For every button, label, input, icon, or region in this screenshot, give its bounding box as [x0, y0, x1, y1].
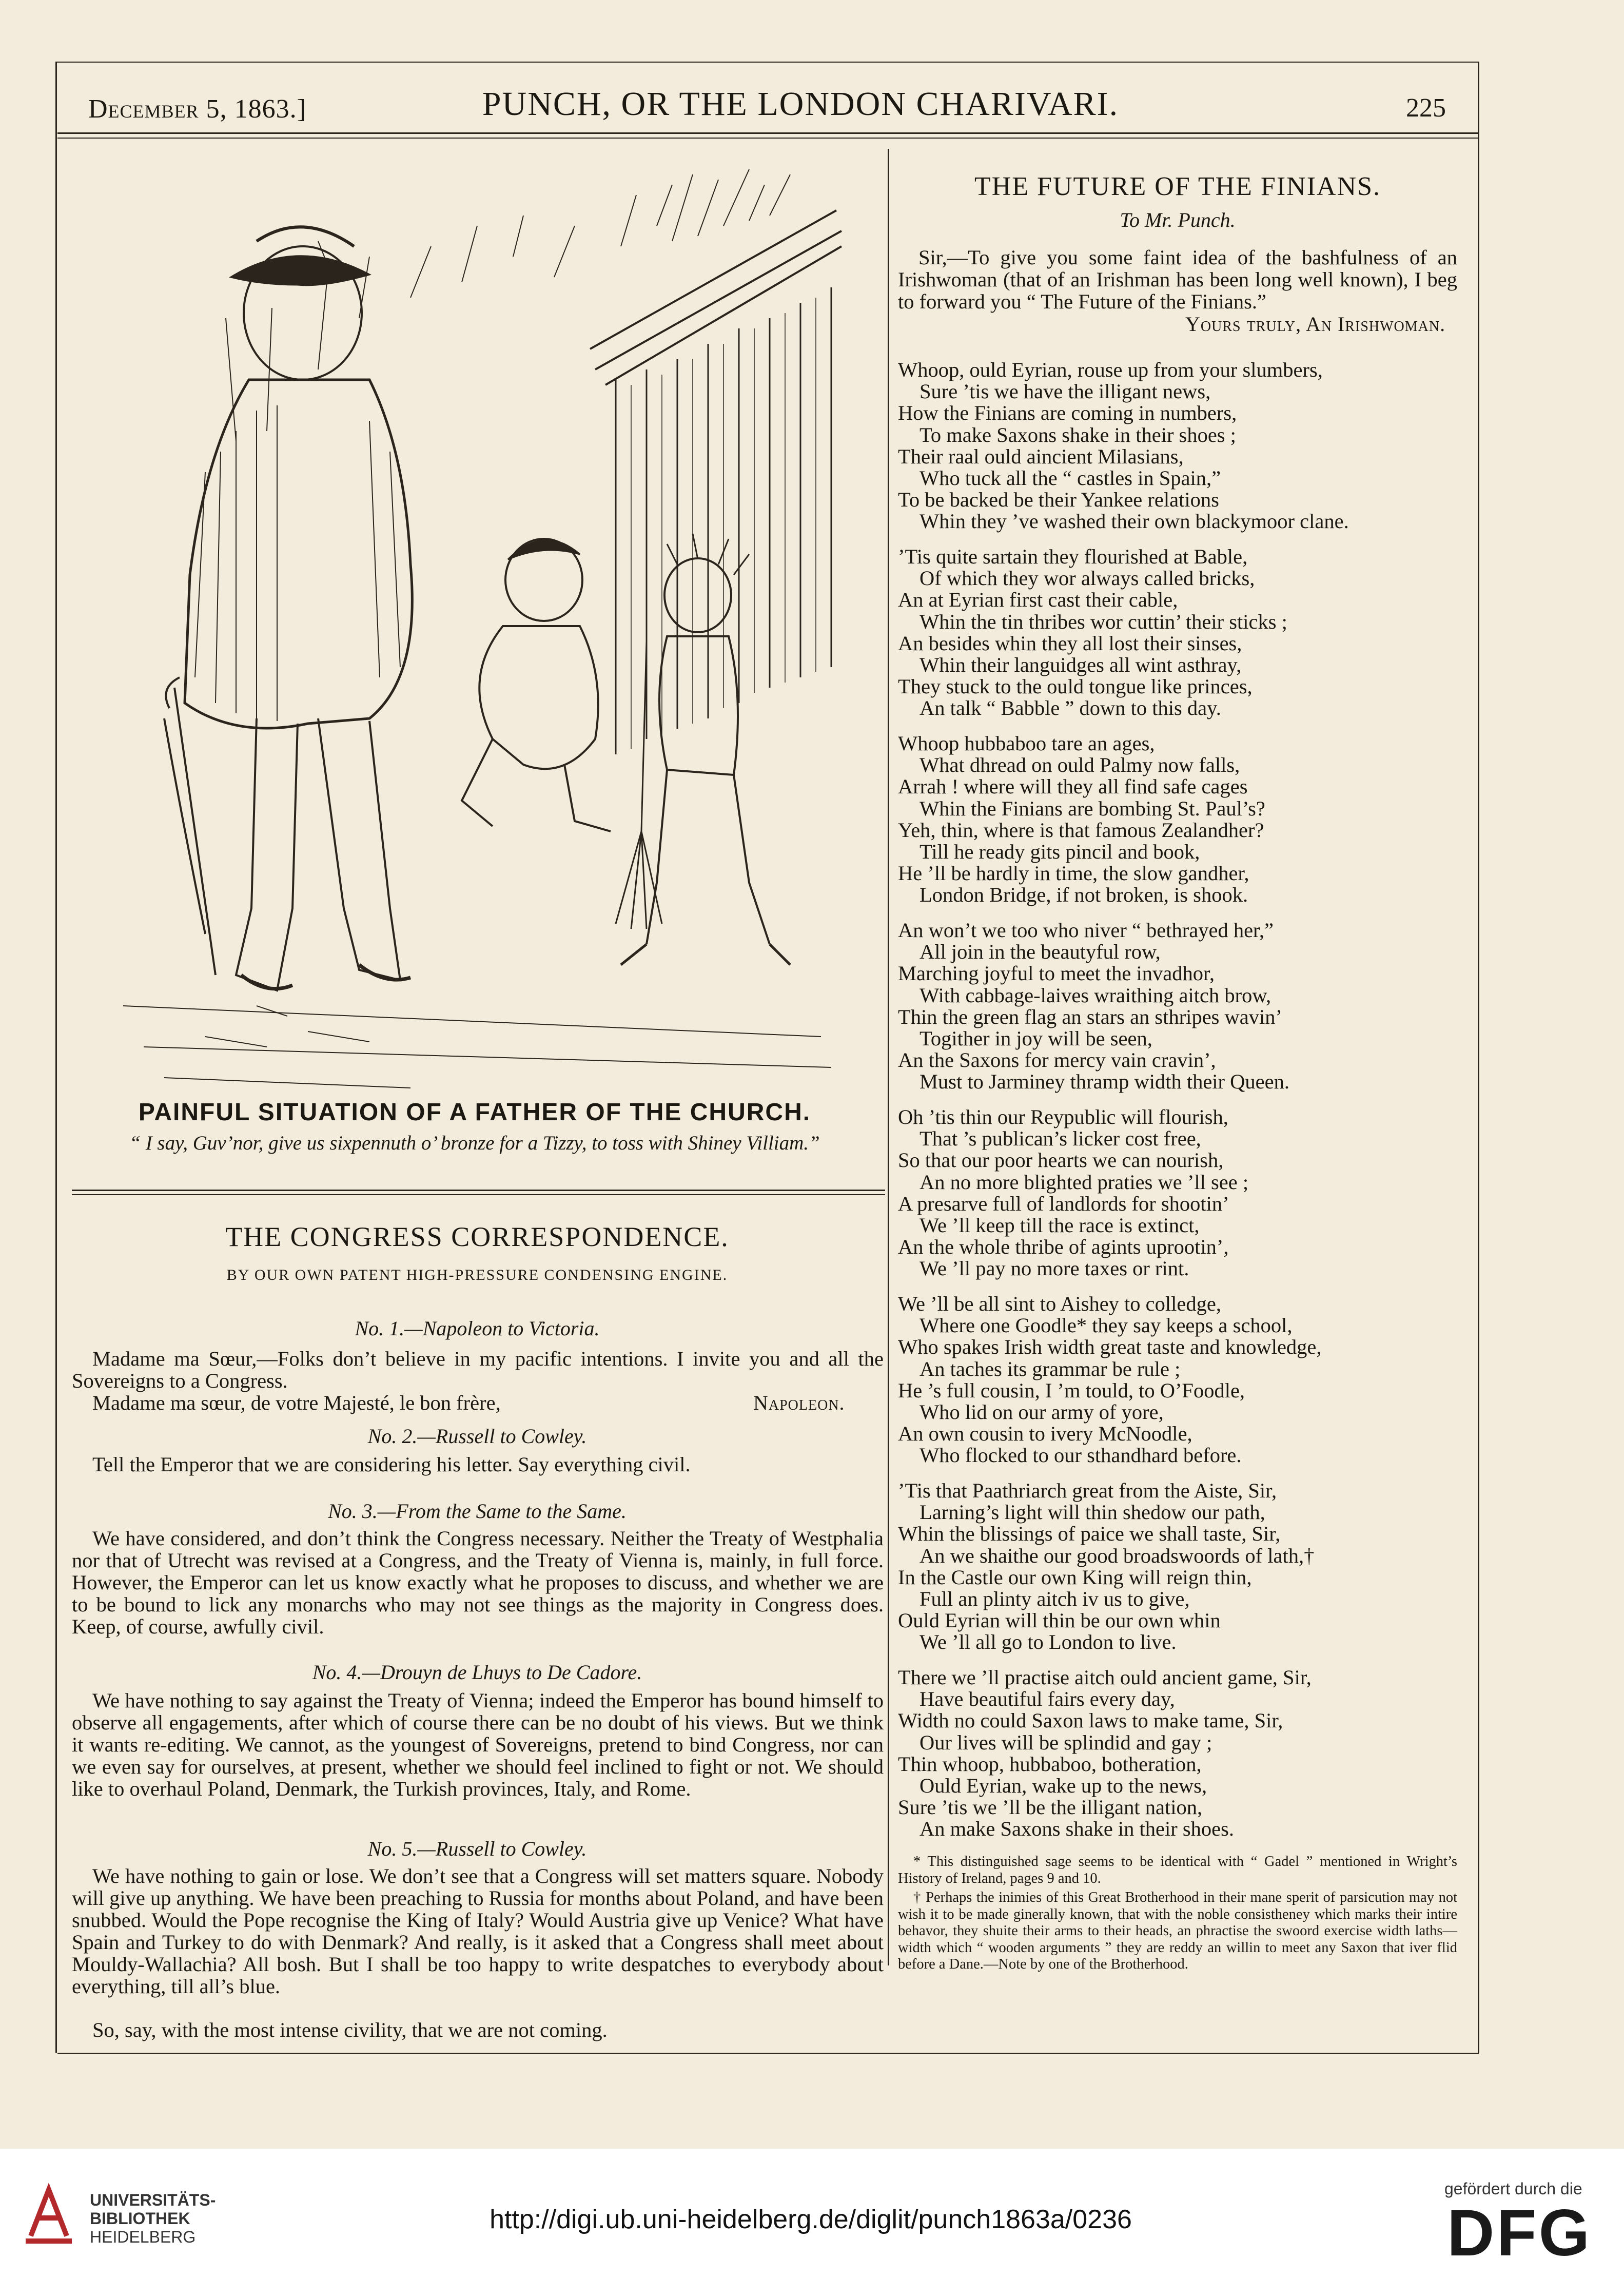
verse-line: Where one Goodle* they say keeps a school,: [919, 1314, 1293, 1337]
finians-letter: Sir,—To give you some faint idea of the bashfulness of an Irishwoman (that of an Irishman has been long well known), I beg to forward you “ The Future of the Finians.”: [898, 246, 1457, 313]
verse-line: Who flocked to our sthandhard before.: [919, 1444, 1242, 1467]
verse-line: So that our poor hearts we can nourish,: [898, 1148, 1224, 1172]
verse-line: An at Eyrian first cast their cable,: [898, 588, 1178, 612]
verse-line: Whoop hubbaboo tare an ages,: [898, 732, 1155, 755]
stanza-5: [898, 1106, 1457, 1280]
library-name-line-3: HEIDELBERG: [90, 2228, 196, 2246]
page-border-top: [55, 62, 1479, 63]
letter-3-body: We have considered, and don’t think the Congress necessary. Neither the Treaty of Westphalia nor that of Utrecht was revised at a Congress, and the Treaty of Vienna is, mainly, in full force. However, the Emperor can let us know exactly what he proposes to discuss, and whether we are to be bound to lick any monarchs who may not see things as the majority in Congress does. Keep, of course, awfully civil.: [72, 1527, 884, 1638]
verse-line: An we shaithe our good broadswoords of lath,†: [919, 1544, 1315, 1567]
verse-line: All join in the beautyful row,: [919, 940, 1161, 964]
letter-1-signature: Napoleon.: [753, 1391, 845, 1414]
verse-line: There we ’ll practise aitch ould ancient game, Sir,: [898, 1666, 1312, 1689]
verse-line: In the Castle our own King will reign thin,: [898, 1565, 1252, 1589]
cartoon-caption-quote: “ I say, Guv’nor, give us sixpennuth o’ bronze for a Tizzy, to toss with Shiney Villiam.”: [129, 1132, 820, 1154]
verse-line: Togither in joy will be seen,: [919, 1027, 1152, 1050]
verse-line: Ould Eyrian, wake up to the news,: [919, 1774, 1207, 1798]
congress-subtitle: BY OUR OWN PATENT HIGH-PRESSURE CONDENSING ENGINE.: [226, 1267, 728, 1283]
verse-line: We ’ll pay no more taxes or rint.: [919, 1257, 1189, 1280]
letter-1-closing: Madame ma sœur, de votre Majesté, le bon frère,: [92, 1391, 501, 1414]
verse-line: Arrah ! where will they all find safe cages: [898, 775, 1248, 799]
verse-line: We ’ll keep till the race is extinct,: [919, 1214, 1200, 1237]
verse-line: An make Saxons shake in their shoes.: [919, 1817, 1235, 1841]
letter-2-heading: No. 2.—Russell to Cowley.: [367, 1425, 587, 1448]
verse-line: Must to Jarminey thramp width their Queen.: [919, 1070, 1289, 1094]
verse-line: Full an plinty aitch iv us to give,: [919, 1587, 1190, 1611]
verse-line: London Bridge, if not broken, is shook.: [919, 883, 1248, 907]
verse-line: Whin the tin thribes wor cuttin’ their sticks ;: [919, 610, 1287, 633]
digitization-footer: [0, 2149, 1624, 2278]
stanza-2: [898, 546, 1457, 719]
verse-line: Their raal ould aincient Milasians,: [898, 444, 1184, 468]
footnote-goodle: * This distinguished sage seems to be identical with “ Gadel ” mentioned in Wright’s History of Ireland, pages 9 and 10.: [898, 1854, 1457, 1886]
stanza-4: [898, 920, 1457, 1093]
verse-line: A presarve full of landlords for shootin’: [898, 1192, 1229, 1215]
verse-line: Yeh, thin, where is that famous Zealandher?: [898, 818, 1264, 842]
library-name-line-2: BIBLIOTHEK: [90, 2209, 190, 2228]
stanza-7: [898, 1480, 1457, 1653]
verse-line: Whoop, ould Eyrian, rouse up from your slumbers,: [898, 358, 1323, 381]
verse-line: Whin the Finians are bombing St. Paul’s?: [919, 796, 1265, 820]
verse-line: Thin the green flag an stars an sthripes wavin’: [898, 1005, 1283, 1028]
column-separator: [888, 149, 889, 1965]
header-date: December 5, 1863.]: [88, 94, 306, 124]
finians-title: THE FUTURE OF THE FINIANS.: [974, 172, 1381, 201]
verse-line: Who spakes Irish width great taste and knowledge,: [898, 1335, 1322, 1359]
verse-line: Of which they wor always called bricks,: [919, 567, 1255, 590]
header-rule-2: [57, 138, 1479, 139]
verse-line: An won’t we too who niver “ bethrayed her,”: [898, 919, 1274, 942]
verse-line: To be backed be their Yankee relations: [898, 488, 1219, 512]
verse-line: ’Tis that Paathriarch great from the Aiste, Sir,: [898, 1479, 1277, 1502]
verse-line: Whin their languidges all wint asthray,: [919, 653, 1242, 677]
page-border-left: [55, 62, 57, 2053]
verse-line: With cabbage-laives wraithing aitch brow,: [919, 983, 1271, 1007]
verse-line: What dhread on ould Palmy now falls,: [919, 753, 1240, 777]
verse-line: Till he ready gits pincil and book,: [919, 840, 1200, 864]
verse-line: Oh ’tis thin our Reypublic will flourish,: [898, 1105, 1228, 1128]
verse-line: He ’ll be hardly in time, the slow gandher,: [898, 862, 1249, 885]
page-border-right: [1478, 62, 1479, 2053]
verse-line: They stuck to the ould tongue like princes,: [898, 675, 1253, 698]
letter-3-heading: No. 3.—From the Same to the Same.: [328, 1500, 627, 1523]
letter-2-body: Tell the Emperor that we are considering his letter. Say everything civil.: [92, 1453, 691, 1476]
verse-line: Who lid on our army of yore,: [919, 1400, 1164, 1424]
article-rule-2: [72, 1194, 885, 1195]
congress-title: THE CONGRESS CORRESPONDENCE.: [225, 1221, 729, 1252]
verse-line: An no more blighted praties we ’ll see ;: [919, 1170, 1249, 1194]
verse-line: An talk “ Babble ” down to this day.: [919, 696, 1221, 720]
funding-note: gefördert durch die: [1444, 2179, 1582, 2198]
stanza-1: [898, 359, 1457, 533]
verse-line: To make Saxons shake in their shoes ;: [919, 423, 1236, 446]
verse-line: Larning’s light will thin shedow our path,: [919, 1501, 1265, 1524]
verse-line: Have beautiful fairs every day,: [919, 1687, 1175, 1711]
cartoon-caption-title: PAINFUL SITUATION OF A FATHER OF THE CHURCH.: [138, 1099, 811, 1126]
letter-4-heading: No. 4.—Drouyn de Lhuys to De Cadore.: [312, 1661, 642, 1684]
article-rule-1: [72, 1190, 885, 1191]
finians-signoff: Yours truly, An Irishwoman.: [1185, 313, 1446, 336]
library-logo-icon: [21, 2179, 77, 2246]
verse-line: Sure ’tis we ’ll be the illigant nation,: [898, 1796, 1203, 1819]
letter-5-closing: So, say, with the most intense civility, that we are not coming.: [92, 2018, 608, 2041]
header-title: PUNCH, OR THE LONDON CHARIVARI.: [482, 85, 1119, 123]
bottom-rule: [57, 2053, 1479, 2054]
verse-line: Ould Eyrian will thin be our own whin: [898, 1609, 1221, 1632]
verse-line: That ’s publican’s licker cost free,: [919, 1127, 1201, 1151]
verse-line: Width no could Saxon laws to make tame, Sir,: [898, 1709, 1283, 1732]
letter-5-body: We have nothing to gain or lose. We don’t see that a Congress will set matters square. Nobody will give up anything. We have been preaching to Russia for months about Poland, and have been snubbed. Would the Pope recognise the King of Italy? Would Austria give up Venice? What have Spain and Turkey to do with Denmark? And really, is it asked that a Congress shall meet about Mouldy-Wallachia? All bosh. But I shall be too happy to write despatches to everybody about everything, till all’s blue.: [72, 1864, 884, 1998]
verse-line: An own cousin to ivery McNoodle,: [898, 1422, 1192, 1446]
verse-line: He ’s full cousin, I ’m tould, to O’Foodle,: [898, 1378, 1245, 1402]
header-rule-1: [57, 132, 1479, 134]
verse-line: Whin the blissings of paice we shall taste, Sir,: [898, 1522, 1281, 1546]
verse-line: We ’ll all go to London to live.: [919, 1630, 1177, 1654]
verse-line: Our lives will be splindid and gay ;: [919, 1730, 1212, 1754]
verse-line: Marching joyful to meet the invadhor,: [898, 962, 1215, 985]
dfg-logo: DFG: [1447, 2196, 1592, 2270]
verse-line: Thin whoop, hubbaboo, botheration,: [898, 1752, 1202, 1776]
letter-1-heading: No. 1.—Napoleon to Victoria.: [355, 1317, 600, 1340]
verse-line: Sure ’tis we have the illigant news,: [919, 380, 1211, 403]
finians-salutation: To Mr. Punch.: [1120, 208, 1236, 231]
letter-1-body: Madame ma Sœur,—Folks don’t believe in my pacific intentions. I invite you and all the Sovereigns to a Congress.: [72, 1347, 884, 1392]
library-name-line-1: UNIVERSITÄTS-: [90, 2191, 216, 2209]
verse-line: ’Tis quite sartain they flourished at Bable,: [898, 545, 1248, 568]
verse-line: An besides whin they all lost their sinses,: [898, 631, 1242, 655]
footnote-laths: † Perhaps the inimies of this Great Brotherhood in their mane sperit of parsicution may not wish it to be made ginerally known, that with the noble consistheney which marks their intire behavor, they shuite their arms to their heads, an phractise the swoord exercise width laths—width which “ wooden arguments ” they are reddy an willin to meet any Saxon that iver flid before a Dane.—Note by one of the Brotherhood.: [898, 1890, 1457, 1972]
cartoon-illustration: [103, 164, 862, 1098]
permalink-url[interactable]: http://digi.ub.uni-heidelberg.de/diglit/punch1863a/0236: [490, 2205, 1132, 2234]
verse-line: An the Saxons for mercy vain cravin’,: [898, 1048, 1216, 1072]
verse-line: We ’ll be all sint to Aishey to colledge,: [898, 1292, 1221, 1315]
verse-line: An the whole thribe of agints uprootin’,: [898, 1235, 1229, 1259]
verse-line: How the Finians are coming in numbers,: [898, 401, 1237, 425]
stanza-8: [898, 1667, 1457, 1840]
stanza-6: [898, 1293, 1457, 1467]
verse-line: Who tuck all the “ castles in Spain,”: [919, 466, 1221, 490]
letter-5-heading: No. 5.—Russell to Cowley.: [367, 1837, 587, 1860]
header-page-number: 225: [1406, 93, 1446, 123]
letter-4-body: We have nothing to say against the Treaty of Vienna; indeed the Emperor has bound himself to observe all engagements, after which of course there can be no doubt of his views. But we think it wants re-editing. We cannot, as the youngest of Sovereigns, pretend to bind Congress, nor can we even say for ourselves, at present, whether we should feel inclined to fight or not. We should like to overhaul Poland, Denmark, the Turkish provinces, Italy, and Rome.: [72, 1689, 884, 1800]
stanza-3: [898, 733, 1457, 906]
verse-line: Whin they ’ve washed their own blackymoor clane.: [919, 510, 1349, 533]
verse-line: An taches its grammar be rule ;: [919, 1357, 1181, 1380]
